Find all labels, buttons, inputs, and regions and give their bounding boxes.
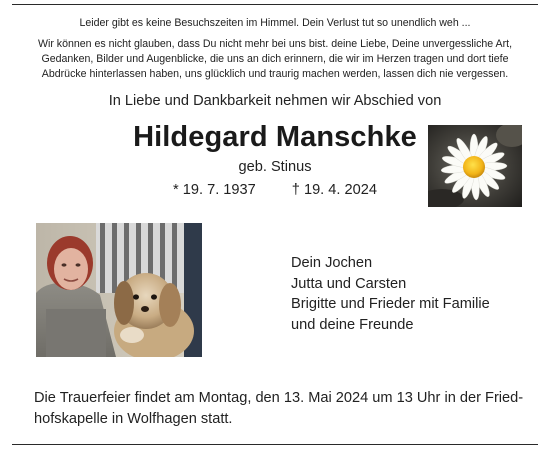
daisy-photo bbox=[428, 125, 522, 207]
bottom-divider bbox=[12, 444, 538, 445]
poem-text bbox=[18, 37, 532, 83]
birth-date: * 19. 7. 1937 bbox=[173, 182, 256, 198]
poem-line: Gedanken, Bilder und Augenblicke, die uns an dich erinnern, die wir im Herzen tragen und dort tiefe bbox=[41, 53, 509, 66]
funeral-service-info bbox=[34, 388, 523, 429]
life-dates bbox=[100, 180, 450, 200]
poem-line: Abdrücke hinterlassen haben, uns glücklich und traurig machen werden, lassen dich nie vergessen. bbox=[41, 68, 509, 81]
service-line: Die Trauerfeier findet am Montag, den 13. Mai 2024 um 13 Uhr in der Fried- bbox=[34, 390, 524, 406]
poem-line: Wir können es nicht glauben, dass Du nicht mehr bei uns bist. deine Liebe, Deine unvergessliche Art, bbox=[37, 38, 513, 50]
portrait-photo bbox=[36, 223, 202, 357]
mourner-line: Jutta und Carsten bbox=[291, 275, 407, 292]
farewell-line: In Liebe und Dankbarkeit nehmen wir Abschied von bbox=[108, 93, 442, 109]
maiden-name: geb. Stinus bbox=[238, 159, 312, 175]
service-line: hofskapelle in Wolfhagen statt. bbox=[34, 410, 233, 427]
mourner-line: Brigitte und Frieder mit Familie bbox=[291, 296, 490, 313]
mourner-line: und deine Freunde bbox=[291, 316, 414, 333]
top-divider bbox=[12, 4, 538, 5]
intro-line: Leider gibt es keine Besuchszeiten im Himmel. Dein Verlust tut so unendlich weh ... bbox=[79, 17, 471, 29]
mourners-list bbox=[291, 253, 490, 335]
deceased-name: Hildegard Manschke bbox=[133, 121, 417, 153]
death-date: † 19. 4. 2024 bbox=[291, 182, 377, 198]
mourner-line: Dein Jochen bbox=[291, 255, 373, 271]
